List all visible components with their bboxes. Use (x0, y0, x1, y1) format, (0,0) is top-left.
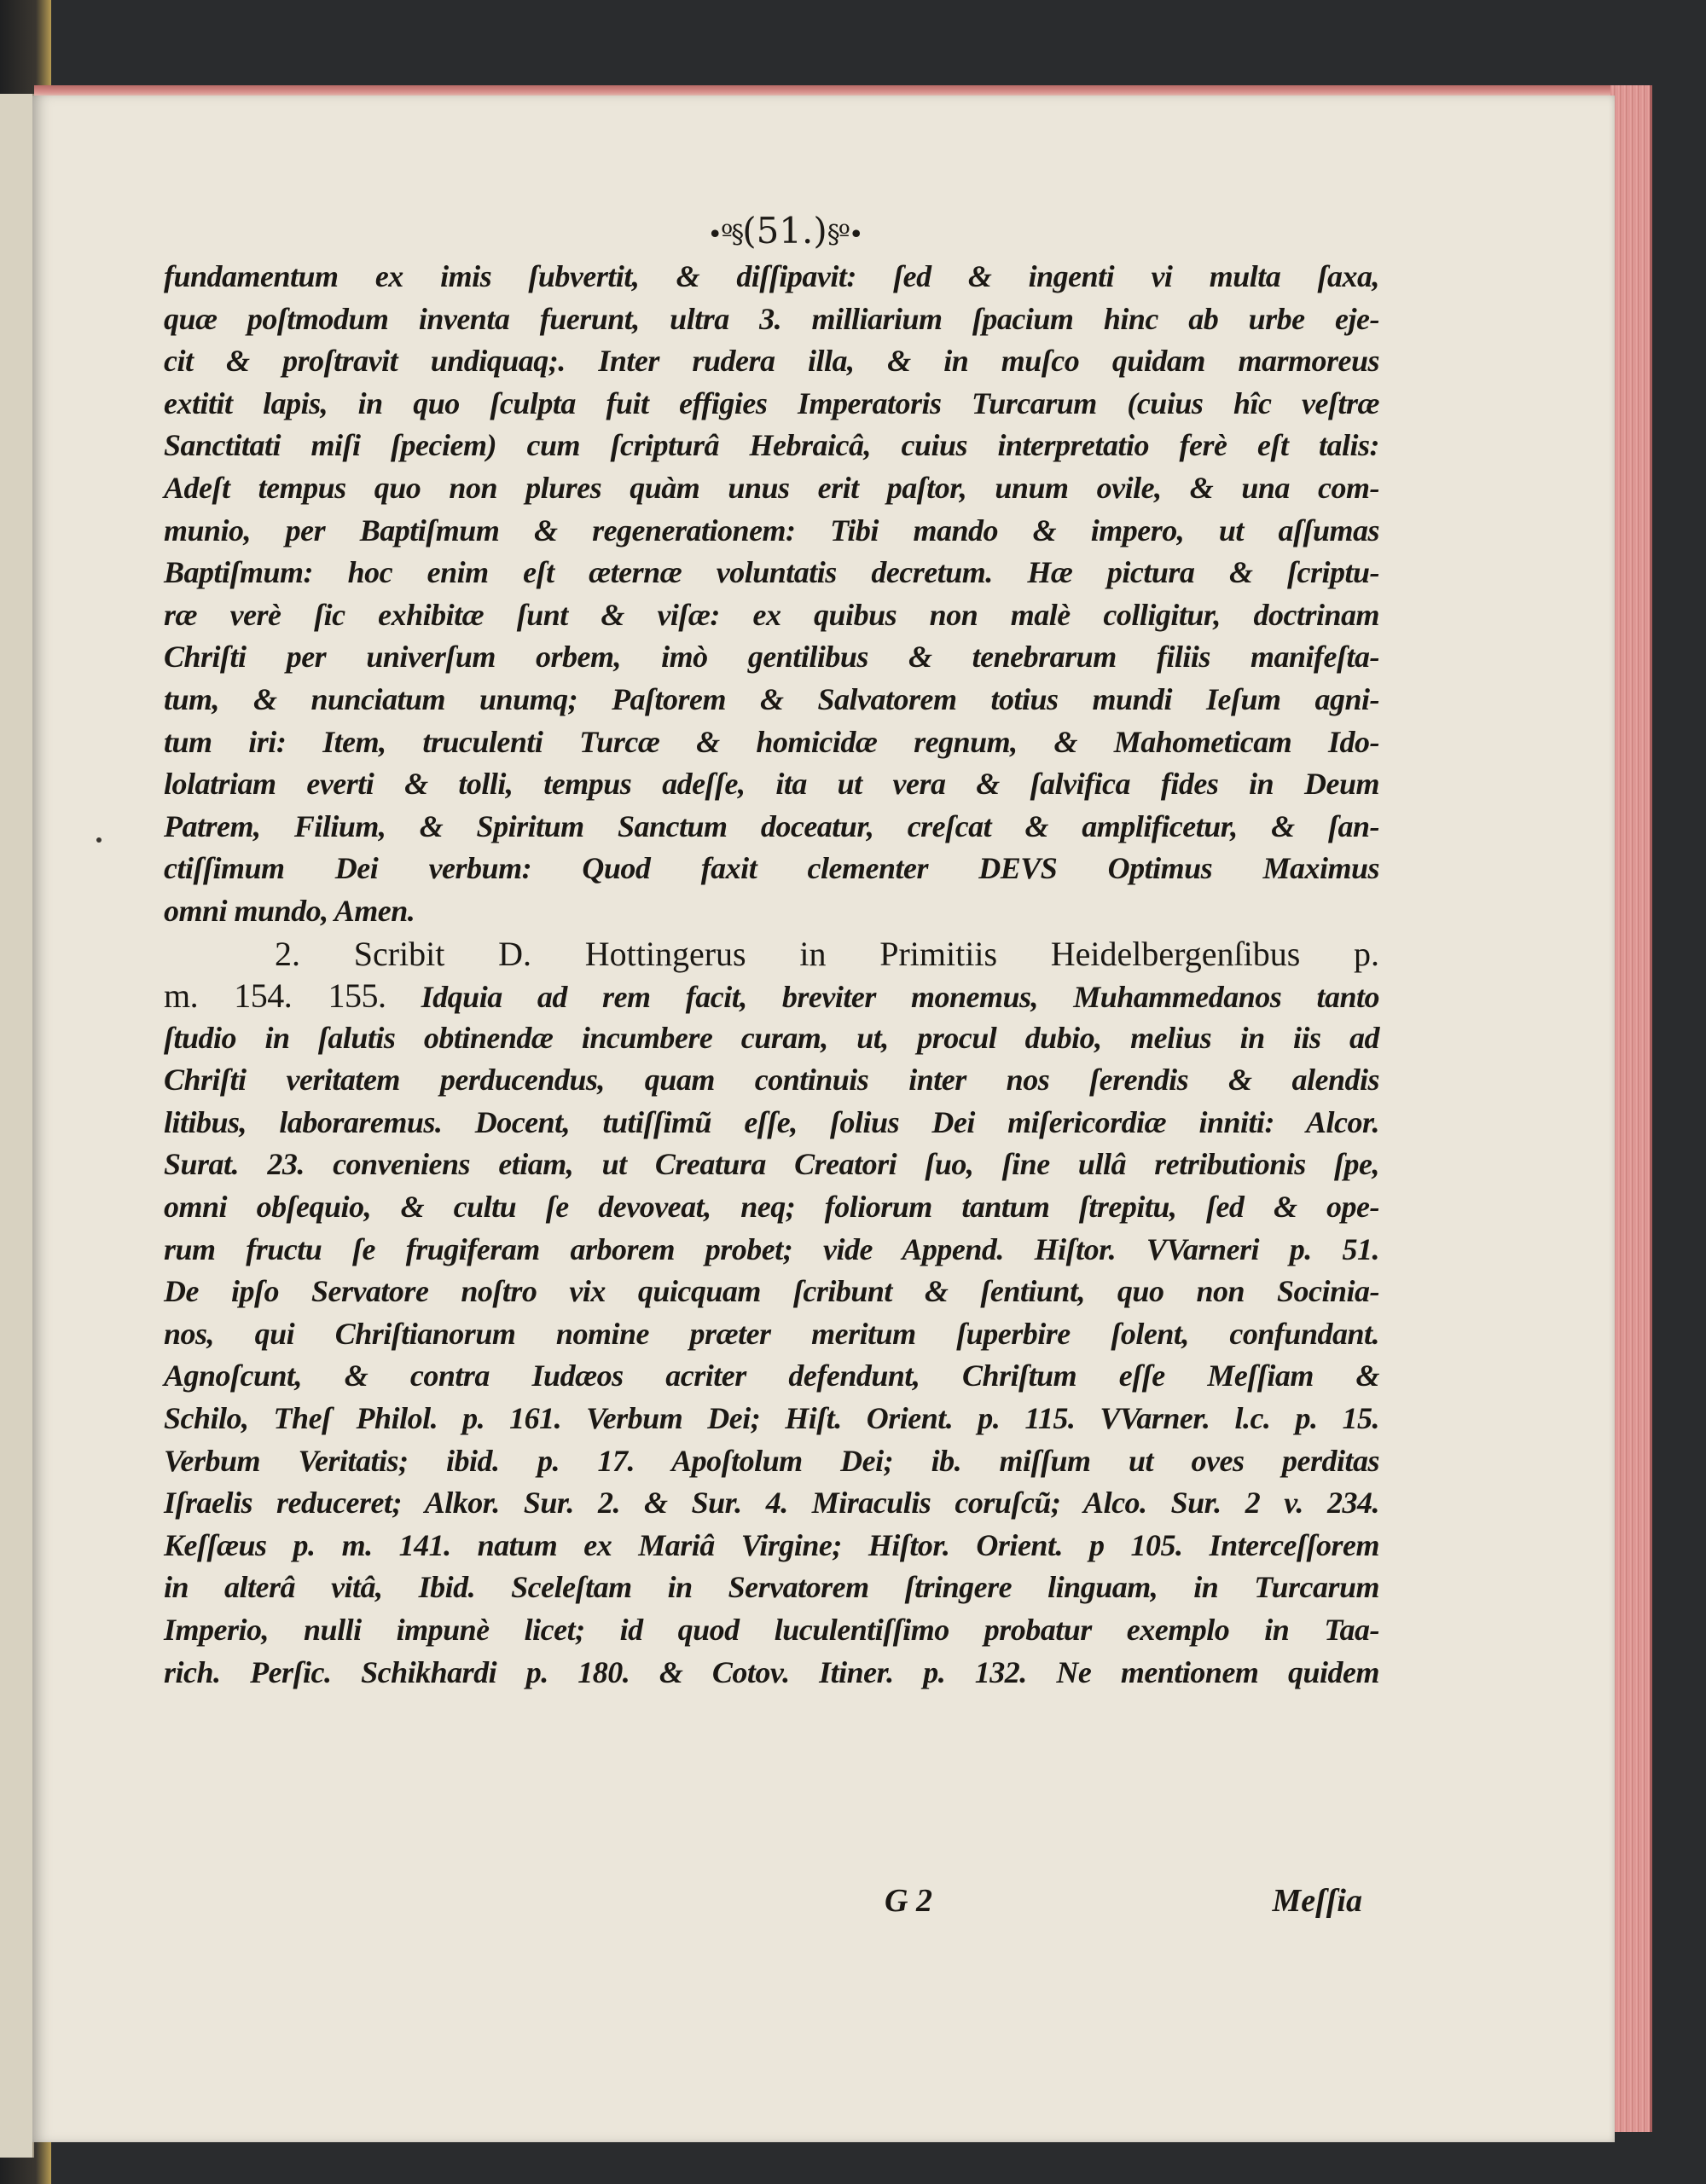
text-line: in alterâ vitâ, Ibid. Sceleſtam in Servatorem ſtringere linguam, in Turcarum (164, 1570, 1379, 1605)
text-line: Keſſæus p. m. 141. natum ex Mariâ Virgine; Hiſtor. Orient. p 105. Interceſſorem (164, 1527, 1379, 1562)
header-ornament-left: •º§ (707, 220, 743, 250)
mixed-line (164, 975, 1379, 1017)
text-line: omni mundo, Amen. (164, 893, 415, 928)
catchword: Meſſia (1272, 1883, 1362, 1919)
page-number: (51.) (742, 210, 827, 252)
text-line: Chriſti veritatem perducendus, quam continuis inter nos ſerendis & alendis (164, 1063, 1379, 1098)
header-ornament-right: §º• (827, 220, 862, 250)
text-line: omni obſequio, & cultu ſe devoveat, neq; foliorum tantum ſtrepitu, ſed & ope- (164, 1190, 1379, 1225)
text-line: rum fructu ſe frugiferam arborem probet; vide Append. Hiſtor. VVarneri p. 51. (164, 1231, 1379, 1266)
page-reference: m. 154. 155. (164, 976, 386, 1016)
text-line: Surat. 23. conveniens etiam, ut Creatura Creatori ſuo, ſine ullâ retributionis ſpe, (164, 1147, 1379, 1182)
text-line: nos, qui Chriſtianorum nomine præter meritum ſuperbire ſolent, confundant. (164, 1316, 1379, 1351)
text-line: extitit lapis, in quo ſculpta fuit effigies Imperatoris Turcarum (cuius hîc veſtræ (164, 385, 1379, 420)
margin-mark (96, 837, 102, 843)
text-line: Imperio, nulli impunè licet; id quod luculentiſſimo probatur exemplo in Taa- (164, 1613, 1379, 1647)
text-line: Patrem, Filium, & Spiritum Sanctum doceatur, creſcat & amplificetur, & ſan- (164, 808, 1379, 843)
page-footer (164, 1882, 1379, 1925)
text-line: rich. Perſic. Schikhardi p. 180. & Cotov. Itiner. p. 132. Ne mentionem quidem (164, 1654, 1379, 1689)
text-line: Schilo, Theſ Philol. p. 161. Verbum Dei; Hiſt. Orient. p. 115. VVarner. l.c. p. 15. (164, 1401, 1379, 1436)
page-fore-edge (1610, 85, 1652, 2132)
text-line: litibus, laboraremus. Docent, tutiſſimũ eſſe, ſolius Dei miſericordiæ inniti: Alcor. (164, 1104, 1379, 1139)
facing-page-edge (0, 94, 34, 2158)
text-line: Iſraelis reduceret; Alkor. Sur. 2. & Sur. 4. Miraculis coruſcũ; Alco. Sur. 2 v. 234. (164, 1486, 1379, 1521)
text-line: munio, per Baptiſmum & regenerationem: Tibi mando & impero, ut aſſumas (164, 513, 1379, 547)
text-line: De ipſo Servatore noſtro vix quicquam ſcribunt & ſentiunt, quo non Socinia- (164, 1274, 1379, 1309)
text-line: quæ poſtmodum inventa fuerunt, ultra 3. milliarium ſpacium hinc ab urbe eje- (164, 301, 1379, 336)
text-line: fundamentum ex imis ſubvertit, & diſſipavit: ſed & ingenti vi multa ſaxa, (164, 259, 1379, 293)
text-line: Sanctitati miſi ſpeciem) cum ſcripturâ Hebraicâ, cuius interpretatio ferè eſt talis: (164, 428, 1379, 463)
text-line: Chriſti per univerſum orbem, imò gentilibus & tenebrarum filiis manifeſta- (164, 640, 1379, 675)
text-line: lolatriam everti & tolli, tempus adeſſe, ita ut vera & ſalvifica fides in Deum (164, 767, 1379, 802)
text-line: ctiſſimum Dei verbum: Quod faxit clementer DEVS Optimus Maximus (164, 851, 1379, 886)
text-line: Adeſt tempus quo non plures quàm unus erit paſtor, unum ovile, & una com- (164, 470, 1379, 505)
text-line: ræ verè ſic exhibitæ ſunt & viſæ: ex quibus non malè colligitur, doctrinam (164, 597, 1379, 632)
page-header (657, 210, 913, 252)
text-line: ſtudio in ſalutis obtinendæ incumbere curam, ut, procul dubio, melius in iis ad (164, 1020, 1379, 1055)
text-line: cit & proſtravit undiquaq;. Inter rudera illa, & in muſco quidam marmoreus (164, 344, 1379, 379)
body-text (164, 256, 1379, 1694)
signature-mark: G 2 (885, 1883, 932, 1919)
text-line: Agnoſcunt, & contra Iudæos acriter defendunt, Chriſtum eſſe Meſſiam & (164, 1358, 1379, 1393)
text-line: Baptiſmum: hoc enim eſt æternæ voluntatis decretum. Hæ pictura & ſcriptu- (164, 555, 1379, 590)
text-line: tum iri: Item, truculenti Turcæ & homicidæ regnum, & Mahometicam Ido- (164, 724, 1379, 759)
text-line: tum, & nunciatum unumq; Paſtorem & Salvatorem totius mundi Ieſum agni- (164, 681, 1379, 716)
text-line: Verbum Veritatis; ibid. p. 17. Apoſtolum Dei; ib. miſſum ut oves perditas (164, 1443, 1379, 1478)
paragraph-start-line: 2. Scribit D. Hottingerus in Primitiis Heidelbergenſibus p. (275, 934, 1379, 973)
text-line-italic: Idquia ad rem facit, breviter monemus, Muhammedanos tanto (421, 980, 1379, 1015)
